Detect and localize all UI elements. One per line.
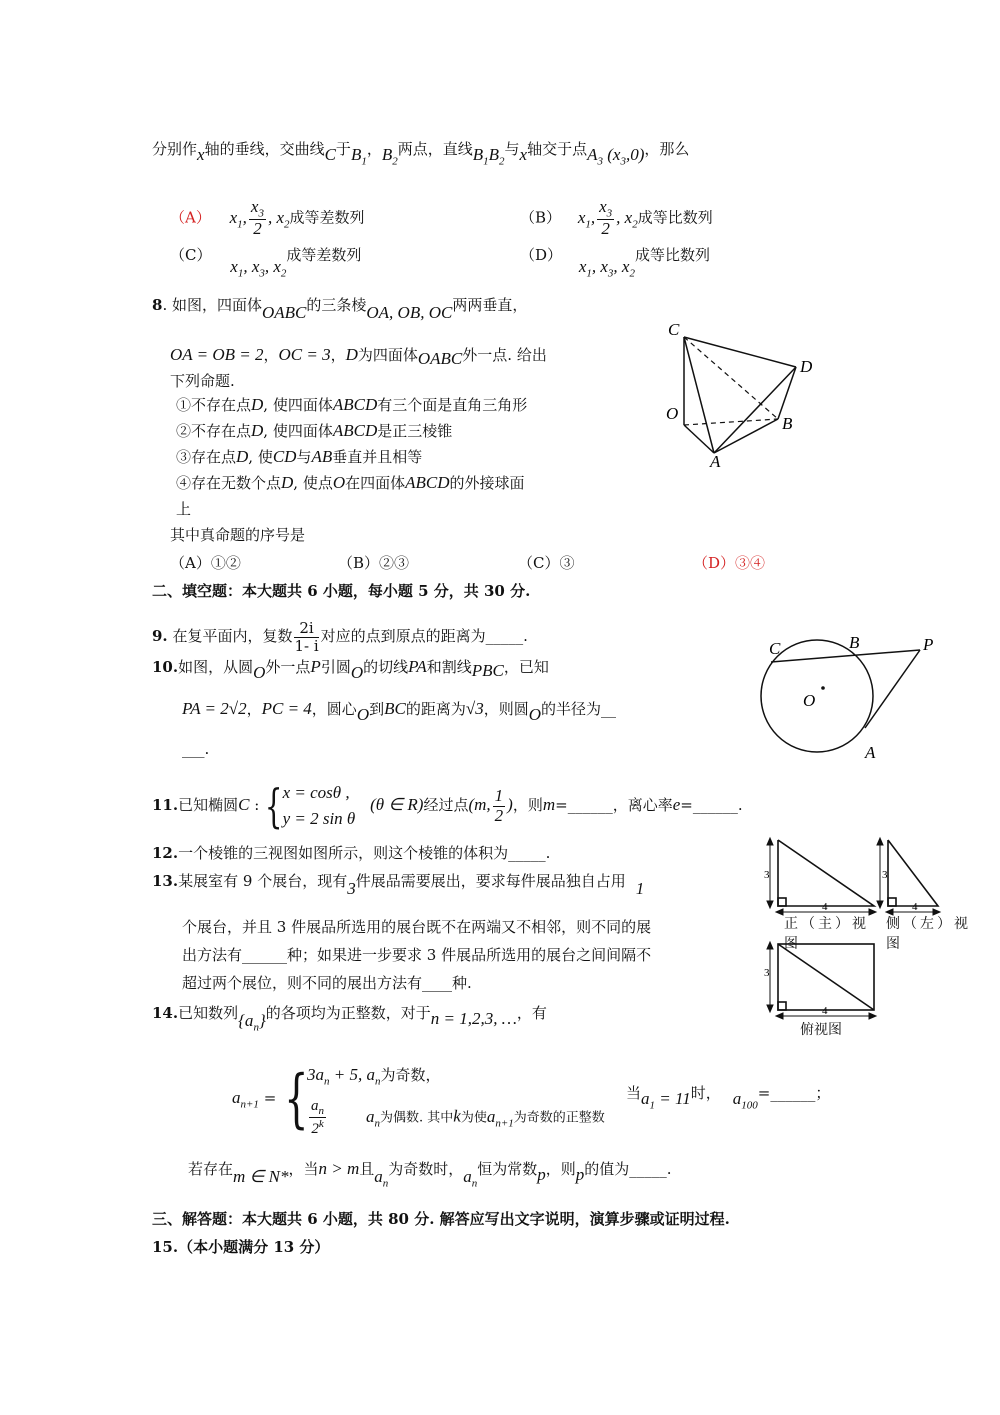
- q7-option-b[interactable]: （B） $x_1$, $\frac{x_3}{2}$ , $x_2$成等比数列: [520, 197, 713, 239]
- q14-stem-line1: 14.已知数列$\{a_n\}$的各项均为正整数，对于n = 1,2,3, …，有: [152, 1004, 547, 1034]
- q8-stem-line3: 下列命题.: [170, 372, 235, 390]
- q7-stem-line: 分别作x轴的垂线，交曲线C于$B_1$，$B_2$两点，直线$B_1B_2$与x轴交于点$A_3$ $(x_3,0)$，那么: [152, 140, 690, 168]
- front-view-right-angle: [778, 898, 786, 906]
- q10-stem-line1: 10.如图，从圆O外一点P引圆O的切线PA和割线PBC，已知: [152, 657, 549, 682]
- q13-stem-line2: 个展台，并且 3 件展品所选用的展台既不在两端又不相邻，则不同的展: [182, 918, 652, 936]
- q11-stem: 11.已知椭圆C : { x = cosθ , y = 2 sin θ (θ ∈ R)经过点(m, $\frac{1}{2}$ )，则m=______，离心率e=______.: [152, 779, 743, 833]
- dim-front-width: 4: [822, 901, 828, 913]
- edge-ab: [714, 419, 778, 453]
- q14-recurrence: $a_{n+1}$ = { $3a_n + 5$, $a_n$为奇数， $\frac{a_n}{2^k}$ $a_n$为偶数. 其中k为使$a_{n+1}$为奇数的正整数: [232, 1062, 605, 1138]
- q8-option-c[interactable]: （C）③: [518, 554, 575, 572]
- label-b: B: [782, 414, 793, 433]
- q12-front-view-label: 正（主）视图: [784, 916, 869, 952]
- dim-side-height: 3: [882, 869, 888, 881]
- q7-option-c[interactable]: （C） $x_1$, $x_3$, $x_2$成等差数列: [170, 246, 362, 280]
- secant-pbc: [771, 650, 920, 662]
- q10-stem-line3: ___.: [182, 740, 210, 758]
- edge-bd: [778, 367, 796, 419]
- top-view-right-angle: [778, 1002, 786, 1010]
- label-a: A: [865, 743, 876, 762]
- q12-stem: 12.一个棱锥的三视图如图所示，则这个棱锥的体积为_____.: [152, 844, 551, 862]
- q12-top-view-label: 俯视图: [800, 1022, 842, 1038]
- edge-ad: [714, 367, 796, 453]
- q8-tetrahedron-figure: [660, 315, 820, 475]
- q8-option-b[interactable]: （B）②③: [338, 554, 410, 572]
- label-p: P: [923, 635, 934, 654]
- q13-stem-line1: 13.某展室有 9 个展台，现有3件展品需要展出，要求每件展品独自占用 1: [152, 872, 645, 898]
- q10-circle-figure: [755, 628, 945, 768]
- section-2-heading: 二、填空题：本大题共 6 小题，每小题 5 分，共 30 分.: [152, 582, 531, 600]
- label-o: O: [666, 404, 679, 423]
- q10-stem-line2: PA = 2√2，PC = 4，圆心O到BC的距离为√3，则圆O的半径为__: [182, 699, 617, 724]
- label-d: D: [800, 357, 813, 376]
- q7-option-d[interactable]: （D） $x_1$, $x_3$, $x_2$成等比数列: [520, 246, 710, 280]
- q8-proposition-2: ②不存在点D, 使四面体ABCD是正三棱锥: [176, 421, 453, 440]
- q13-stem-line3: 出方法有______种；如果进一步要求 3 件展品所选用的展台之间间隔不: [182, 946, 652, 964]
- label-b: B: [849, 633, 860, 652]
- q8-proposition-3: ③存在点D, 使CD与AB垂直并且相等: [176, 447, 423, 466]
- label-a: A: [710, 452, 721, 471]
- dim-side-width: 4: [912, 901, 918, 913]
- center-dot: [821, 686, 825, 690]
- q15-title: 15.（本小题满分 13 分）: [152, 1238, 330, 1256]
- label-c: C: [769, 639, 781, 658]
- q7-option-a[interactable]: （A） $x_1$, $\frac{x_3}{2}$ , $x_2$成等差数列: [170, 197, 365, 239]
- edge-ca: [684, 337, 714, 453]
- q8-proposition-4: ④存在无数个点D, 使点O在四面体ABCD的外接球面: [176, 473, 525, 492]
- edge-oa: [684, 425, 714, 453]
- q13-stem-line4: 超过两个展位，则不同的展出方法有____种.: [182, 974, 472, 992]
- label-o: O: [803, 691, 816, 710]
- q8-stem-line1: 8. 如图，四面体OABC的三条棱OA, OB, OC两两垂直，: [152, 296, 528, 322]
- q8-proposition-4-cont: 上: [176, 500, 192, 518]
- label-c: C: [668, 320, 680, 339]
- section-3-heading: 三、解答题：本大题共 6 小题，共 80 分. 解答应写出文字说明，演算步骤或证明过程.: [152, 1210, 730, 1228]
- q8-question: 其中真命题的序号是: [170, 526, 306, 544]
- q14-stem-line3: 若存在m ∈ N*，当n > m且$a_n$为奇数时，$a_n$恒为常数p，则p的值为_____.: [188, 1159, 672, 1190]
- q8-proposition-1: ①不存在点D, 使四面体ABCD有三个面是直角三角形: [176, 395, 528, 414]
- q9-stem: 9. 在复平面内，复数 $\frac{2i}{1- i}$ 对应的点到原点的距离为_____.: [152, 619, 528, 655]
- dim-top-width: 4: [822, 1005, 828, 1017]
- edge-ob-hidden: [684, 419, 778, 425]
- side-view-triangle: [888, 840, 938, 906]
- front-view-triangle: [778, 840, 874, 906]
- side-view-right-angle: [888, 898, 896, 906]
- q8-stem-line2: OA = OB = 2，OC = 3，D为四面体OABC外一点. 给出: [170, 345, 547, 368]
- q14-a1-condition: 当$a_1 = 11$时， $a_{100}=\_\_\_\_\_\_$；: [626, 1084, 831, 1112]
- q12-side-view-label: 侧（左）视图: [886, 916, 971, 952]
- q8-option-d[interactable]: （D）③④: [693, 554, 766, 572]
- q8-option-a[interactable]: （A）①②: [170, 554, 241, 572]
- dim-front-height: 3: [764, 869, 770, 881]
- dim-top-height: 3: [764, 967, 770, 979]
